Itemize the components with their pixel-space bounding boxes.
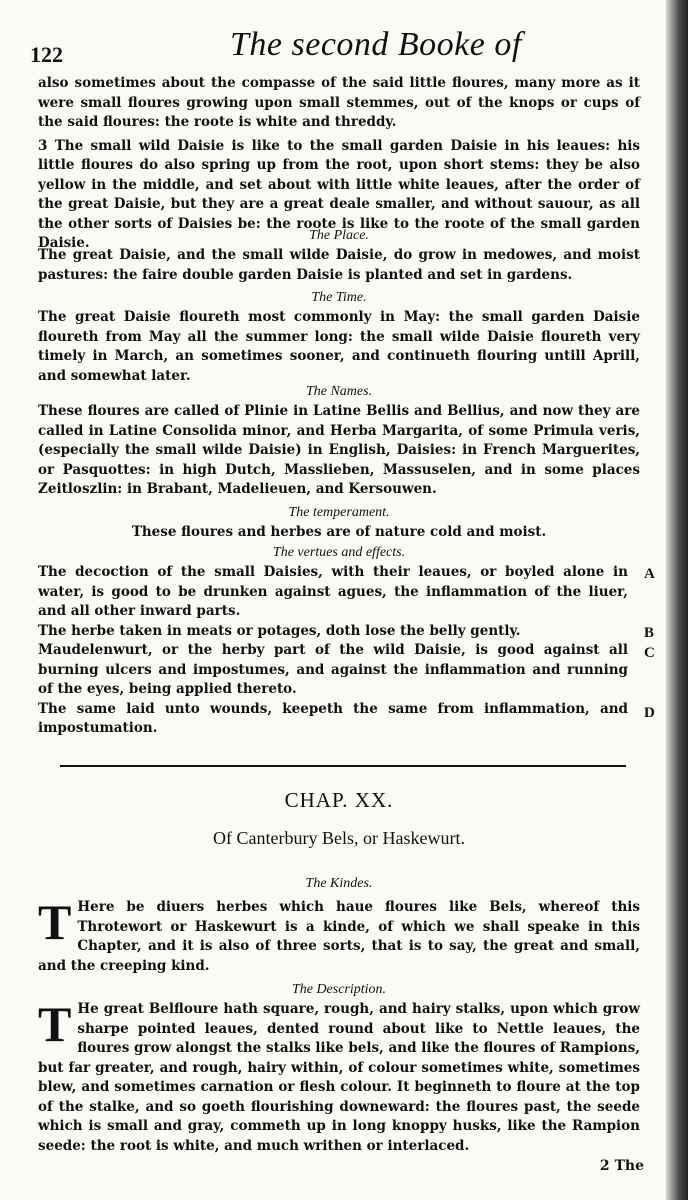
section-heading-place: The Place.: [309, 228, 369, 243]
margin-letter: B: [644, 625, 655, 641]
paragraph: The same laid unto wounds, keepeth the same from inflammation, and impostumation.: [38, 700, 628, 736]
kindes-text: [38, 894, 640, 976]
page-number: 122: [30, 42, 63, 67]
paragraph: He great Belfloure hath square, rough, and hairy stalks, upon which grow sharpe pointed leaues, dented round about like to Nettle leaues, the floures grow alongst the stalks like bels, and like the floures of Rampions, but far greater, and rough, hairy within, of colour sometimes white, sometimes blew, and sometimes carnation or flesh colour. It beginneth to floure at the top of the stalke, and so goeth flourishing downeward: the floures past, the seede which is small and gray, commeth up in long knoppy husks, like the Rampion seede: the root is white, and much writhen or interlaced.: [38, 1001, 640, 1154]
time-text: The great Daisie floureth most commonly in May: the small garden Daisie floureth from May all the summer long: the small wilde Daisie floureth very timely in March, an sometimes sooner, and continueth flouring untill Aprill, and somewhat later.: [38, 309, 640, 384]
drop-cap: T: [38, 894, 72, 950]
place-text: The great Daisie, and the small wilde Daisie, do grow in medowes, and moist pastures: the faire double garden Daisie is planted and set in gardens.: [38, 247, 640, 283]
paragraph: 3 The small wild Daisie is like to the small garden Daisie in his leaues: his little floures do also spring up from the root, upon short stems: they be also yellow in the middle, and set about with little white leaues, after the order of the great Daisie, but they are a great deale smaller, and without sauour, as all the other sorts of Daisies be: the roote is like to the roote of the small garden Daisie.: [38, 137, 640, 251]
section-heading-description: The Description.: [291, 982, 387, 997]
margin-letter: A: [644, 566, 655, 582]
paragraph: Maudelenwurt, or the herby part of the wild Daisie, is good against all burning ulcers and impostumes, and against the inflammation and running of the eyes, being applied thereto.: [38, 642, 628, 697]
vertues-text: [38, 563, 628, 739]
chapter-title: CHAP. XX.: [284, 788, 394, 812]
section-divider: [60, 765, 626, 767]
drop-cap: T: [38, 996, 72, 1052]
section-heading-temperament: The temperament.: [288, 505, 390, 520]
chapter-subtitle: Of Canterbury Bels, or Haskewurt.: [213, 828, 465, 848]
catchword: 2 The: [599, 1158, 644, 1174]
page-binding-edge: [666, 0, 688, 1200]
paragraph: The herbe taken in meats or potages, doth lose the belly gently.: [38, 622, 521, 639]
margin-letter: C: [644, 645, 655, 661]
paragraph: The decoction of the small Daisies, with their leaues, or boyled alone in water, is good to be drunken against agues, the inflammation of the liuer, and all other inward parts.: [38, 564, 628, 619]
temperament-text: These floures and herbes are of nature cold and moist.: [131, 524, 547, 540]
description-continued: [38, 74, 640, 254]
section-heading-time: The Time.: [311, 290, 367, 305]
page-header: [30, 22, 650, 66]
section-heading-kindes: The Kindes.: [305, 876, 373, 891]
section-heading-names: The Names.: [305, 384, 373, 399]
running-title: The second Booke of: [230, 26, 522, 63]
description-text: [38, 996, 640, 1156]
margin-letter: D: [644, 705, 655, 721]
paragraph: Here be diuers herbes which haue floures like Bels, whereof this Throtewort or Haskewurt is a kinde, of which we shall speake in this Chapter, and it is also of three sorts, that is to say, the great and small, and the creeping kind.: [38, 899, 640, 974]
section-heading-vertues: The vertues and effects.: [272, 545, 406, 560]
paragraph: also sometimes about the compasse of the said little floures, many more as it were small floures growing upon small stemmes, out of the knops or cups of the said floures: the roote is white and threddy.: [38, 75, 640, 130]
names-text: These floures are called of Plinie in Latine Bellis and Bellius, and now they are called in Latine Consolida minor, and Herba Margarita, of some Primula veris, (especially the small wilde Daisie) in English, Daisies: in French Marguerites, or Pasquottes: in high Dutch, Masslieben, Massuselen, and in some places Zeitloszlin: in Brabant, Madelieuen, and Kersouwen.: [38, 403, 640, 497]
